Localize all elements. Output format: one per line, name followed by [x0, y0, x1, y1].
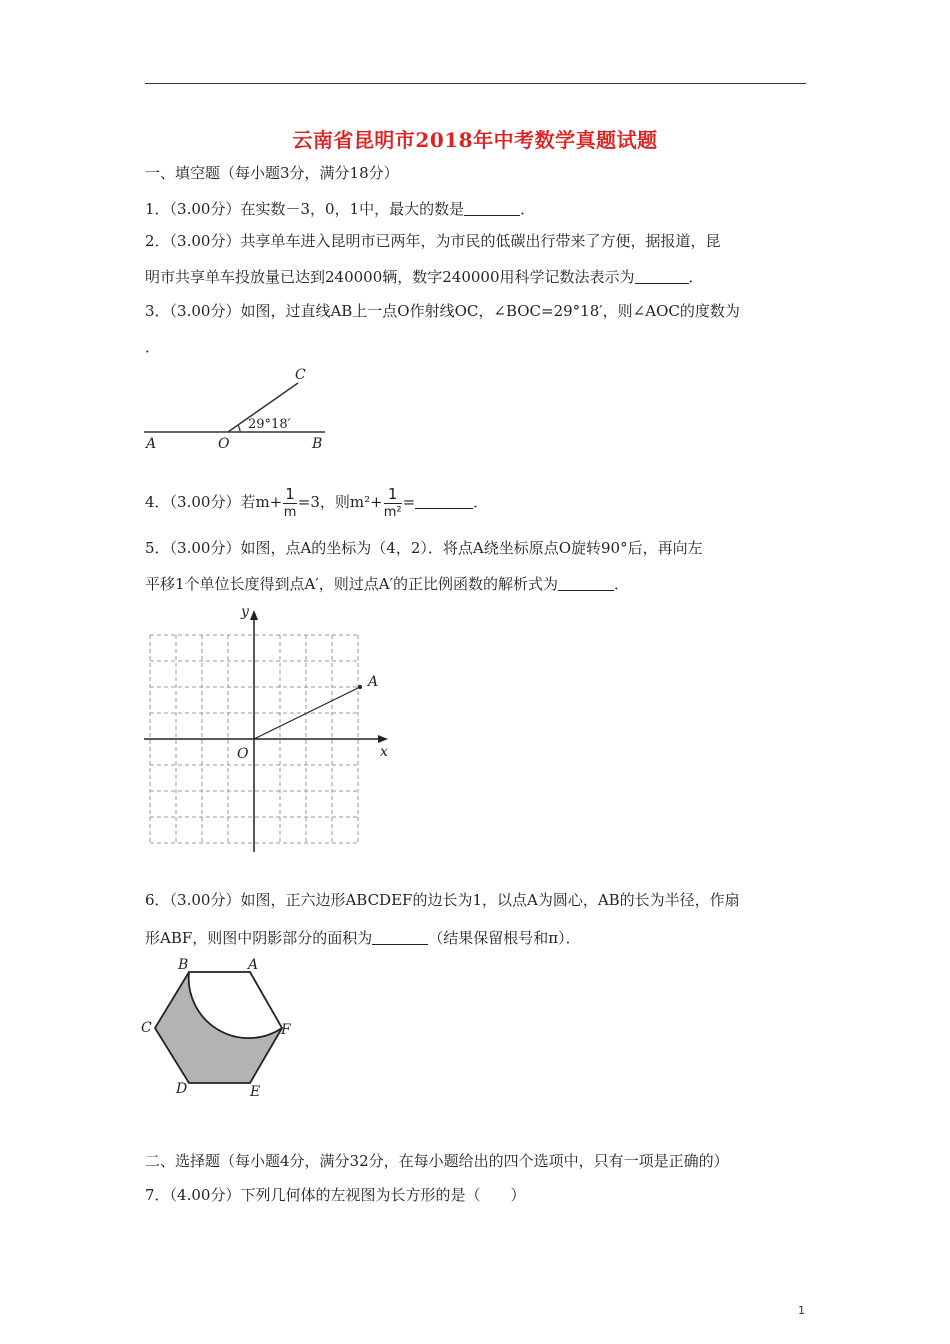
- label-o: O: [237, 746, 249, 762]
- question-2-end: ．: [688, 268, 704, 286]
- label-e: E: [250, 1084, 261, 1100]
- label-b: B: [178, 957, 189, 973]
- question-4: [145, 480, 488, 524]
- angle-arc: [238, 425, 240, 432]
- header-rule: [145, 83, 806, 84]
- question-1-text: 1．（3.00分）在实数－3，0，1中，最大的数是: [145, 200, 465, 218]
- label-f: F: [281, 1022, 291, 1038]
- label-c: C: [295, 367, 306, 383]
- question-2-text: 明市共享单车投放量已达到240000辆，数字240000用科学记数法表示为: [145, 268, 635, 286]
- question-6-end: （结果保留根号和π）．: [428, 929, 581, 947]
- question-6-text: 形ABF，则图中阴影部分的面积为: [145, 929, 373, 947]
- question-5-line-1: 5．（3.00分）如图，点A的坐标为（4，2）．将点A绕坐标原点O旋转90°后，再向左: [145, 539, 703, 557]
- page-title: 云南省昆明市2018年中考数学真题试题: [292, 128, 658, 152]
- answer-blank-1[interactable]: [464, 201, 520, 216]
- question-3-line-1: 3．（3.00分）如图，过直线AB上一点O作射线OC，∠BOC=29°18′，则∠AOC的度数为: [145, 302, 740, 320]
- question-5-end: ．: [614, 575, 630, 593]
- question-2-line-1: 2．（3.00分）共享单车进入昆明市已两年，为市民的低碳出行带来了方便，据报道，昆: [145, 232, 721, 250]
- question-2-line-2: [145, 267, 704, 287]
- fraction-denominator: m: [283, 505, 297, 520]
- fraction-numerator: 1: [384, 487, 402, 504]
- answer-blank-4[interactable]: [415, 494, 473, 509]
- question-4-prefix: 4．（3.00分）若m+: [145, 493, 283, 511]
- section2-header: 二、选择题（每小题4分，满分32分，在每小题给出的四个选项中，只有一项是正确的）: [145, 1152, 729, 1170]
- question-4-mid: =3，则m²+: [297, 493, 383, 511]
- fraction-numerator: 1: [285, 485, 295, 503]
- angle-label: 29°18′: [248, 417, 291, 432]
- question-5-text: 平移1个单位长度得到点A′，则过点A′的正比例函数的解析式为: [145, 575, 559, 593]
- label-d: D: [176, 1081, 188, 1097]
- x-axis-arrow: [378, 735, 388, 743]
- answer-blank-2[interactable]: [635, 269, 689, 284]
- question-7: 7．（4.00分）下列几何体的左视图为长方形的是（ ）: [145, 1186, 526, 1204]
- y-axis-arrow: [250, 610, 258, 620]
- question-1-end: ．: [520, 200, 536, 218]
- question-5-line-2: [145, 574, 629, 594]
- question-3-line-2: ．: [145, 338, 161, 356]
- question-6-line-1: 6．（3.00分）如图，正六边形ABCDEF的边长为1，以点A为圆心，AB的长为半径，作扇: [145, 891, 740, 909]
- label-x: x: [380, 744, 388, 760]
- label-a: A: [368, 674, 379, 690]
- label-o: O: [218, 436, 230, 452]
- page-number: 1: [798, 1304, 805, 1317]
- label-b: B: [312, 436, 323, 452]
- section1-header: 一、填空题（每小题3分，满分18分）: [145, 164, 399, 182]
- answer-blank-5[interactable]: [558, 576, 614, 591]
- fraction-1-over-m: [283, 487, 297, 519]
- question-4-equals: =: [402, 493, 416, 511]
- figure-angle-aoc: [140, 362, 335, 454]
- figure-coordinate-grid: [140, 600, 400, 855]
- shaded-region: [155, 972, 282, 1083]
- figure-hexagon-sector: [138, 952, 308, 1102]
- fraction-denominator: m²: [383, 505, 402, 520]
- label-c: C: [141, 1020, 152, 1036]
- question-1: [145, 199, 535, 219]
- fraction-1-over-m-squared: [384, 487, 402, 519]
- answer-blank-6[interactable]: [372, 930, 428, 945]
- label-a: A: [248, 957, 259, 973]
- point-a: [358, 685, 362, 689]
- question-4-end: ．: [473, 493, 489, 511]
- question-6-line-2: [145, 928, 581, 948]
- label-a: A: [146, 436, 157, 452]
- label-y: y: [241, 604, 249, 620]
